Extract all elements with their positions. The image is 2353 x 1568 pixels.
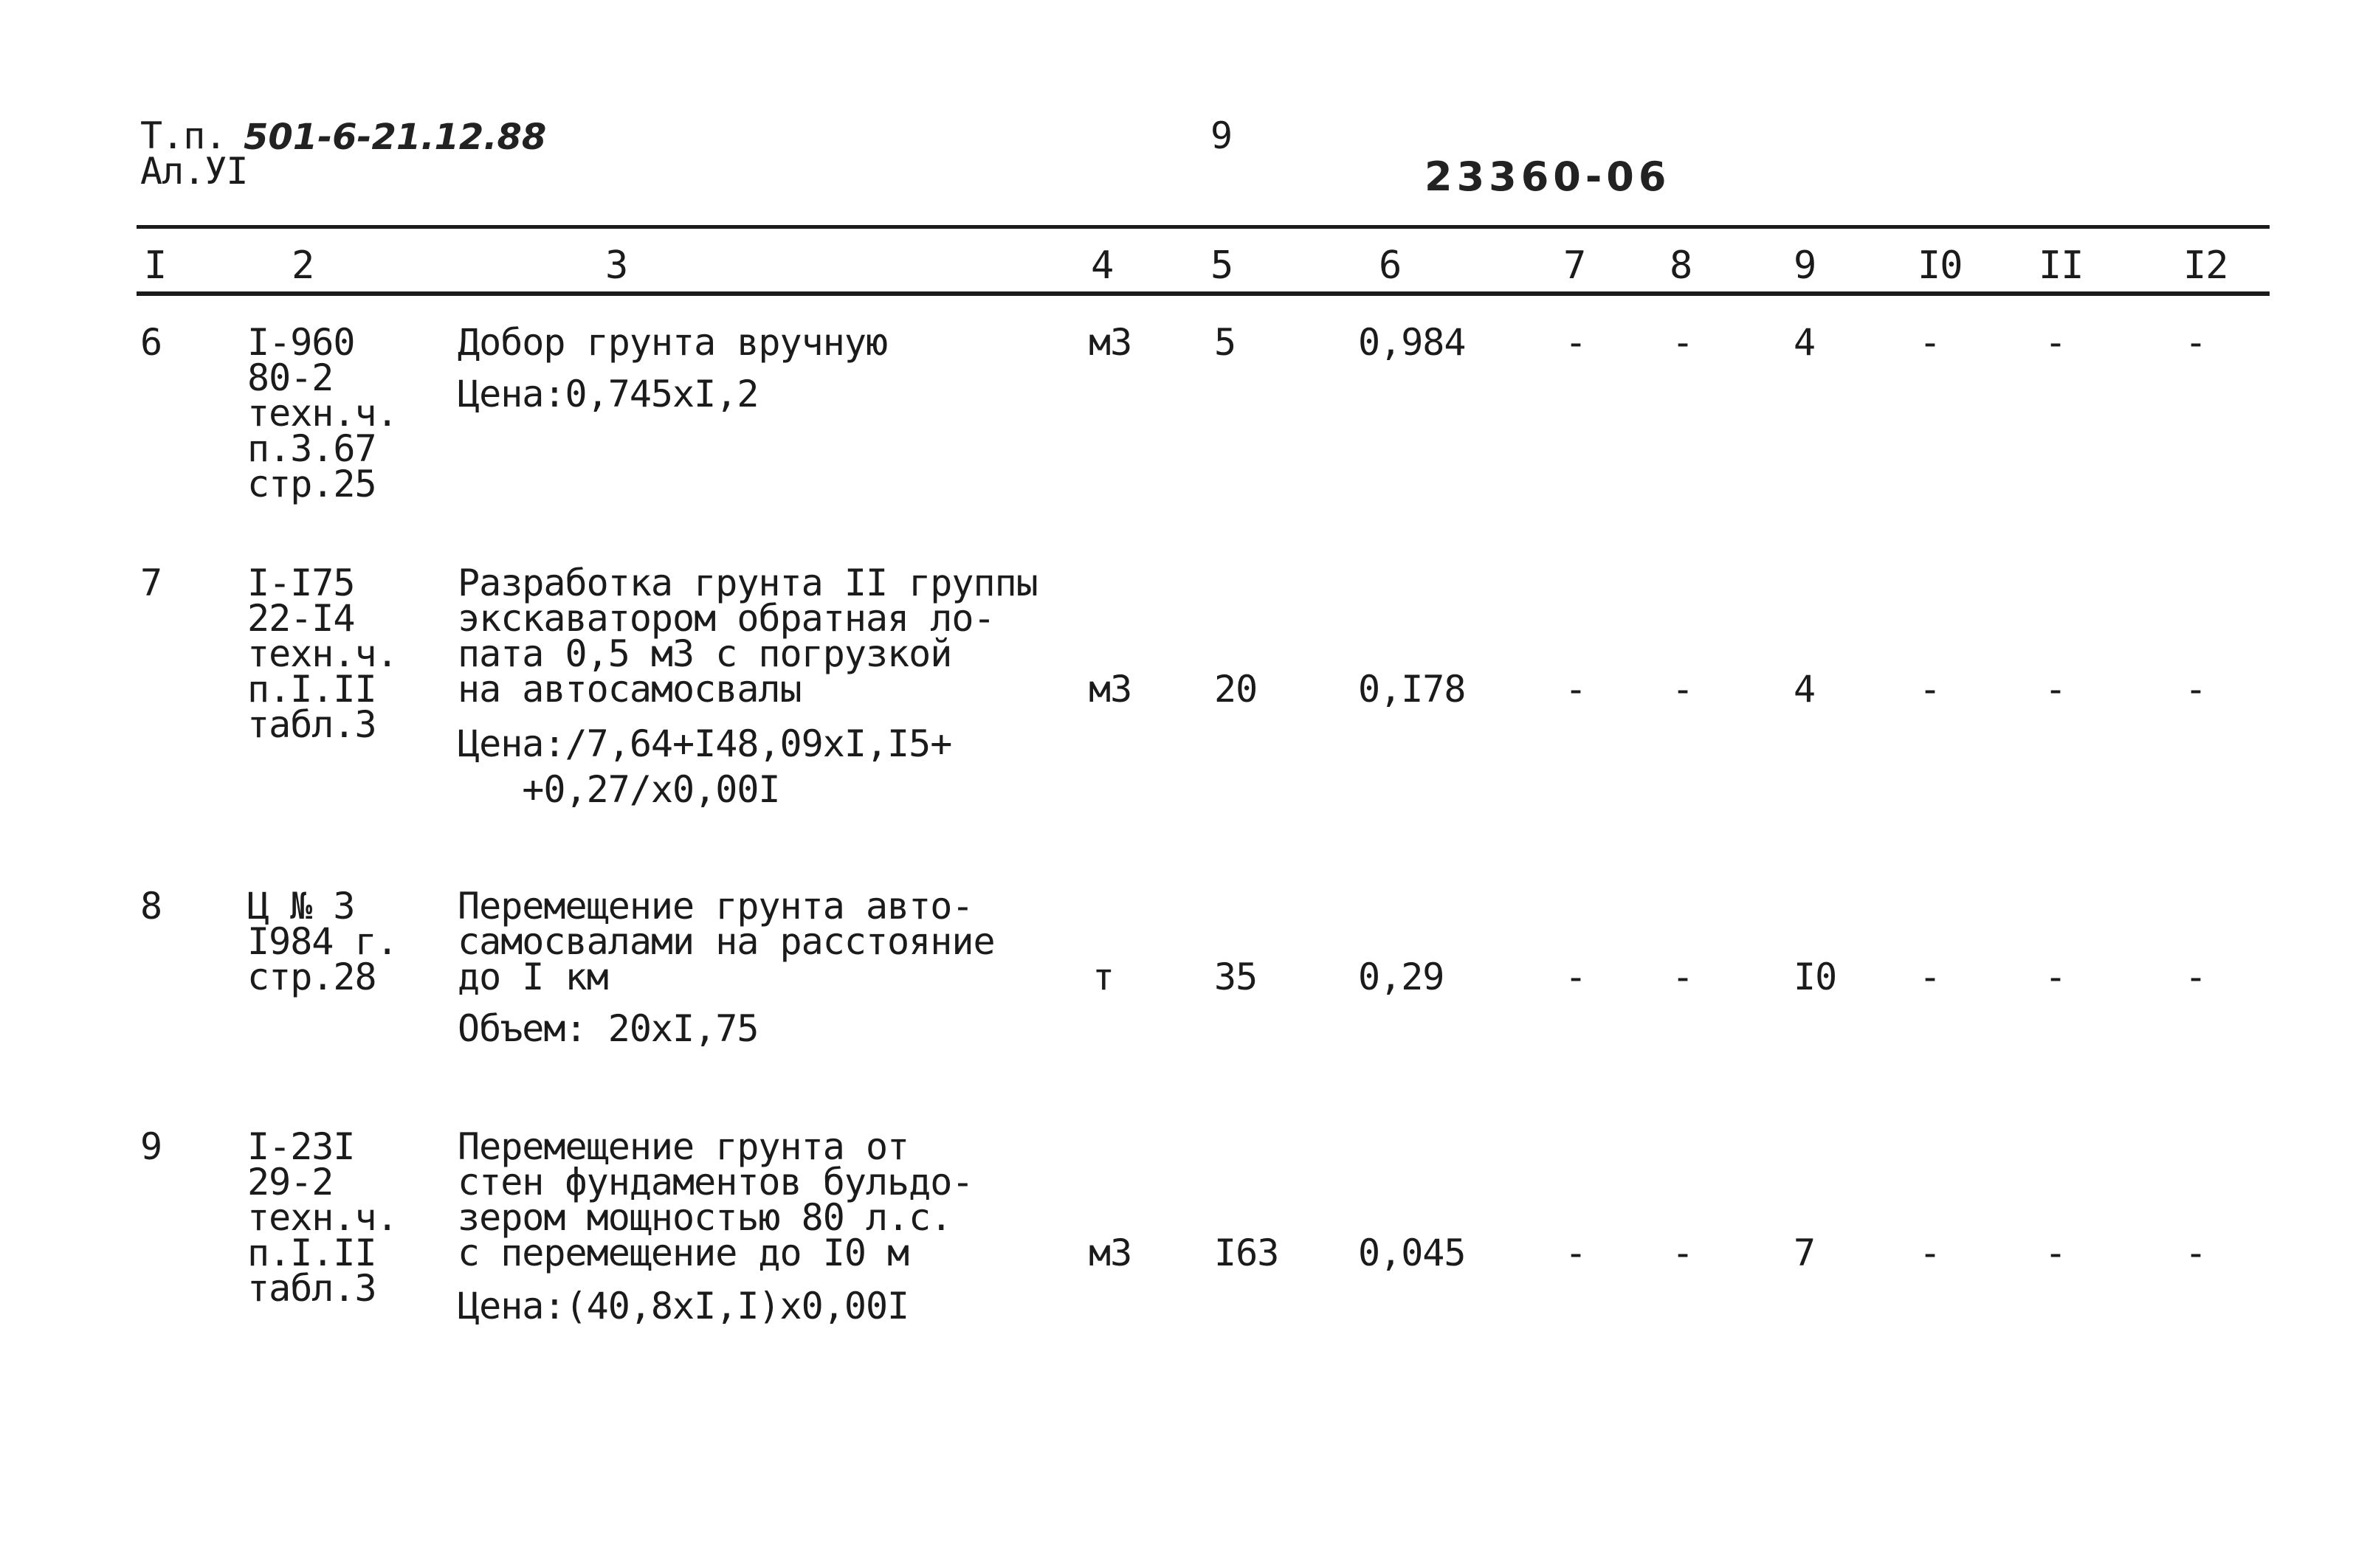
row-desc-line: с перемещение до I0 м (458, 1232, 909, 1274)
col-header-2: 2 (292, 244, 314, 288)
row-c9: 7 (1794, 1232, 1816, 1274)
row-ref-line: п.3.67 (247, 427, 376, 470)
col-header-4: 4 (1091, 244, 1114, 288)
row-c10: - (1919, 1232, 1941, 1274)
doc-code: 23360-06 (1424, 153, 1671, 200)
row-c11: - (2044, 1232, 2067, 1274)
row-c7: - (1565, 1232, 1587, 1274)
row-calc-line: Объем: 20хI,75 (458, 1007, 759, 1050)
row-c8: - (1672, 956, 1694, 998)
row-c8: - (1672, 668, 1694, 711)
row-c9: I0 (1794, 956, 1837, 998)
row-ref-line: табл.3 (247, 703, 376, 746)
row-c12: - (2185, 321, 2207, 364)
row-desc-line: стен фундаментов бульдо- (458, 1161, 974, 1203)
col-header-10: I0 (1918, 244, 1963, 288)
row-c8: - (1672, 1232, 1694, 1274)
row-ref-line: 22-I4 (247, 597, 355, 640)
row-c7: - (1565, 668, 1587, 711)
row-price: 0,29 (1358, 956, 1444, 998)
row-desc-line: зером мощностью 80 л.с. (458, 1196, 952, 1239)
row-price: 0,984 (1358, 321, 1466, 364)
row-price: 0,045 (1358, 1232, 1466, 1274)
row-desc-line: экскаватором обратная ло- (458, 597, 995, 640)
row-desc-line: пата 0,5 м3 с погрузкой (458, 632, 952, 675)
col-header-11: II (2039, 244, 2084, 288)
row-no: 6 (140, 321, 162, 364)
row-ref-line: п.I.II (247, 1232, 376, 1274)
row-ref-line: табл.3 (247, 1267, 376, 1310)
row-c11: - (2044, 668, 2067, 711)
row-desc-line: до I км (458, 956, 608, 998)
row-c7: - (1565, 321, 1587, 364)
row-desc-line: Перемещение грунта от (458, 1125, 909, 1168)
col-header-12: I2 (2183, 244, 2228, 288)
row-desc-line: Добор грунта вручную (458, 321, 888, 364)
row-ref-line: п.I.II (247, 668, 376, 711)
row-c10: - (1919, 321, 1941, 364)
row-ref-line: 29-2 (247, 1161, 334, 1203)
row-desc-line: Перемещение грунта авто- (458, 885, 974, 928)
col-header-7: 7 (1563, 244, 1586, 288)
row-c10: - (1919, 668, 1941, 711)
row-calc-line: +0,27/х0,00I (458, 768, 780, 811)
header-rule (137, 291, 2270, 296)
col-header-6: 6 (1379, 244, 1402, 288)
row-c11: - (2044, 956, 2067, 998)
row-calc-line: Цена:0,745хI,2 (458, 373, 759, 415)
row-ref-line: стр.25 (247, 463, 376, 505)
row-c12: - (2185, 1232, 2207, 1274)
row-c8: - (1672, 321, 1694, 364)
row-ref-line: техн.ч. (247, 632, 398, 675)
row-ref-line: I-I75 (247, 562, 355, 604)
col-header-8: 8 (1670, 244, 1692, 288)
row-desc-line: Разработка грунта II группы (458, 562, 1038, 604)
row-calc-line: Цена:/7,64+I48,09хI,I5+ (458, 722, 952, 765)
col-header-9: 9 (1794, 244, 1816, 288)
row-ref-line: техн.ч. (247, 1196, 398, 1239)
row-ref-line: Ц № 3 (247, 885, 355, 928)
row-ref-line: I-960 (247, 321, 355, 364)
album-label: Ал.УI (140, 150, 248, 193)
row-c7: - (1565, 956, 1587, 998)
row-no: 9 (140, 1125, 162, 1168)
col-header-3: 3 (605, 244, 628, 288)
row-unit: т (1092, 956, 1115, 998)
row-qty: 35 (1214, 956, 1258, 998)
col-header-5: 5 (1210, 244, 1233, 288)
row-no: 8 (140, 885, 162, 928)
row-no: 7 (140, 562, 162, 604)
row-c11: - (2044, 321, 2067, 364)
row-qty: I63 (1214, 1232, 1279, 1274)
row-calc-line: Цена:(40,8хI,I)х0,00I (458, 1285, 909, 1327)
row-ref-line: I984 г. (247, 920, 398, 963)
row-c12: - (2185, 956, 2207, 998)
row-c10: - (1919, 956, 1941, 998)
row-desc-line: на автосамосвалы (458, 668, 802, 711)
tp-number: 501-6-21.12.88 (244, 117, 547, 158)
row-qty: 20 (1214, 668, 1258, 711)
row-unit: м3 (1089, 321, 1132, 364)
page-number: 9 (1210, 114, 1233, 157)
top-rule (137, 225, 2270, 229)
row-c9: 4 (1794, 668, 1816, 711)
tp-label: Т.п. (140, 114, 227, 157)
row-ref-line: техн.ч. (247, 392, 398, 435)
row-desc-line: самосвалами на расстояние (458, 920, 995, 963)
row-unit: м3 (1089, 668, 1132, 711)
col-header-1: I (144, 244, 167, 288)
row-c9: 4 (1794, 321, 1816, 364)
row-qty: 5 (1214, 321, 1236, 364)
row-ref-line: стр.28 (247, 956, 376, 998)
row-c12: - (2185, 668, 2207, 711)
row-ref-line: 80-2 (247, 356, 334, 399)
row-price: 0,I78 (1358, 668, 1466, 711)
row-unit: м3 (1089, 1232, 1132, 1274)
row-ref-line: I-23I (247, 1125, 355, 1168)
